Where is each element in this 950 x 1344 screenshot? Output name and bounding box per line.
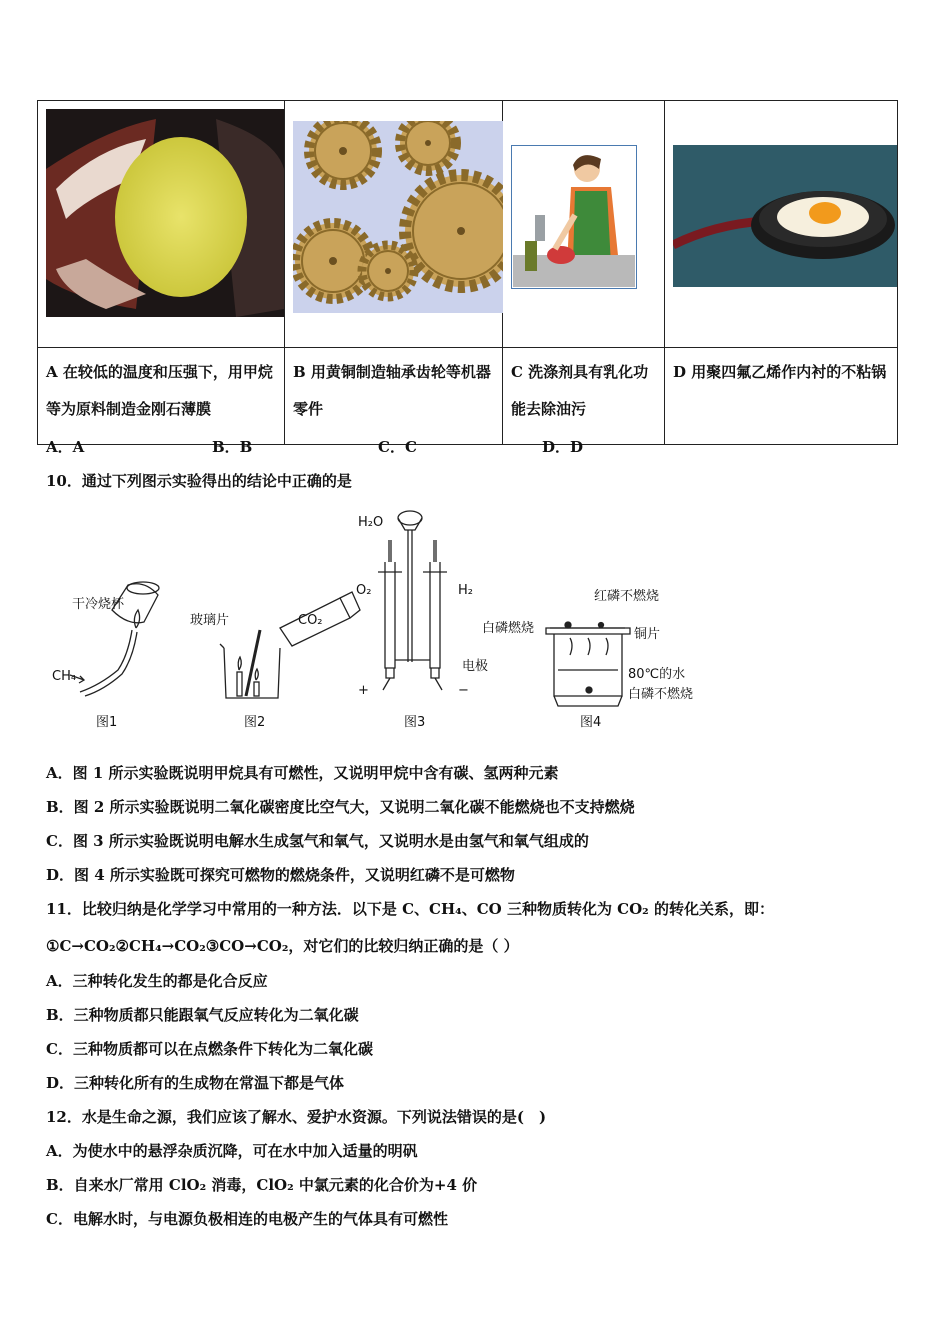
fig3-plus: + — [358, 683, 369, 698]
fig2-label-glass: 玻璃片 — [190, 613, 230, 628]
fig1-label-cup: 干冷烧杯 — [72, 597, 125, 612]
q11-option-d[interactable]: D．三种转化所有的生成物在常温下都是气体 — [46, 1074, 345, 1092]
brass-gears-photo — [293, 121, 503, 313]
fig3-label-water: H₂O — [358, 515, 384, 530]
fig2-caption: 图2 — [244, 715, 266, 730]
q9-option-d[interactable]: D．D — [542, 438, 584, 456]
fig4-label-red: 红磷不燃烧 — [594, 589, 660, 604]
q9-caption-d: D 用聚四氟乙烯作内衬的不粘锅 — [665, 348, 898, 445]
q11-option-a[interactable]: A．三种转化发生的都是化合反应 — [46, 972, 268, 990]
q10-experiment-figure — [40, 500, 720, 735]
q9-image-cell-a — [38, 101, 285, 348]
q11-option-b[interactable]: B．三种物质都只能跟氧气反应转化为二氧化碳 — [46, 1006, 359, 1024]
q10-stem: 10．通过下列图示实验得出的结论中正确的是 — [46, 472, 352, 490]
q9-image-cell-b — [285, 101, 503, 348]
fig4-label-copper: 铜片 — [634, 627, 661, 642]
fig1-caption: 图1 — [96, 715, 118, 730]
q9-table — [37, 100, 898, 445]
q10-option-c[interactable]: C．图 3 所示实验既说明电解水生成氢气和氧气，又说明水是由氢气和氧气组成的 — [46, 832, 589, 850]
fig4-caption: 图4 — [580, 715, 602, 730]
fig3-label-h2: H₂ — [458, 583, 473, 598]
q12-option-a[interactable]: A．为使水中的悬浮杂质沉降，可在水中加入适量的明矾 — [46, 1142, 418, 1160]
q9-caption-a: A 在较低的温度和压强下，用甲烷等为原料制造金刚石薄膜 — [38, 348, 285, 445]
q9-option-c[interactable]: C．C — [378, 438, 417, 456]
q10-option-a[interactable]: A．图 1 所示实验既说明甲烷具有可燃性，又说明甲烷中含有碳、氢两种元素 — [46, 764, 559, 782]
q10-option-b[interactable]: B．图 2 所示实验既说明二氧化碳密度比空气大，又说明二氧化碳不能燃烧也不支持燃烧 — [46, 798, 635, 816]
q9-image-cell-d — [665, 101, 898, 348]
fig2-apparatus — [220, 592, 360, 698]
q12-option-b[interactable]: B．自来水厂常用 ClO₂ 消毒，ClO₂ 中氯元素的化合价为+4 价 — [46, 1176, 478, 1194]
fig3-minus: − — [458, 683, 469, 698]
q9-option-a[interactable]: A．A — [46, 438, 85, 456]
q10-option-d[interactable]: D．图 4 所示实验既可探究可燃物的燃烧条件，又说明红磷不是可燃物 — [46, 866, 515, 884]
nonstick-pan-egg-photo — [673, 145, 897, 287]
q12-stem: 12．水是生命之源，我们应该了解水、爱护水资源。下列说法错误的是( ) — [46, 1108, 547, 1126]
fig4-label-white-under: 白磷不燃烧 — [628, 687, 694, 702]
q11-stem: 11．比较归纳是化学学习中常用的一种方法．以下是 C、CH₄、CO 三种物质转化为 CO₂ 的转化关系，即： — [46, 900, 774, 918]
q9-option-b[interactable]: B．B — [212, 438, 253, 456]
q9-image-cell-c — [503, 101, 665, 348]
q11-stem-continued: ①C→CO₂②CH₄→CO₂③CO→CO₂，对它们的比较归纳正确的是（ ） — [46, 937, 519, 955]
fig2-label-gas: CO₂ — [298, 613, 323, 628]
fig3-apparatus — [378, 511, 447, 690]
fig4-apparatus — [546, 622, 630, 706]
q12-option-c[interactable]: C．电解水时，与电源负极相连的电极产生的气体具有可燃性 — [46, 1210, 448, 1228]
fig3-label-o2: O₂ — [356, 583, 372, 598]
fig3-caption: 图3 — [404, 715, 426, 730]
fig4-label-water: 80℃的水 — [628, 667, 686, 682]
fig4-label-white: 白磷燃烧 — [482, 621, 535, 636]
q9-caption-b: B 用黄铜制造轴承齿轮等机器零件 — [285, 348, 503, 445]
fig1-label-gas: CH₄ — [52, 669, 77, 684]
boy-washing-dishes-illustration — [511, 145, 637, 289]
fig3-label-electrode: 电极 — [462, 659, 489, 674]
diamond-film-photo — [46, 109, 284, 317]
q9-caption-c: C 洗涤剂具有乳化功能去除油污 — [503, 348, 665, 445]
q11-option-c[interactable]: C．三种物质都可以在点燃条件下转化为二氧化碳 — [46, 1040, 373, 1058]
